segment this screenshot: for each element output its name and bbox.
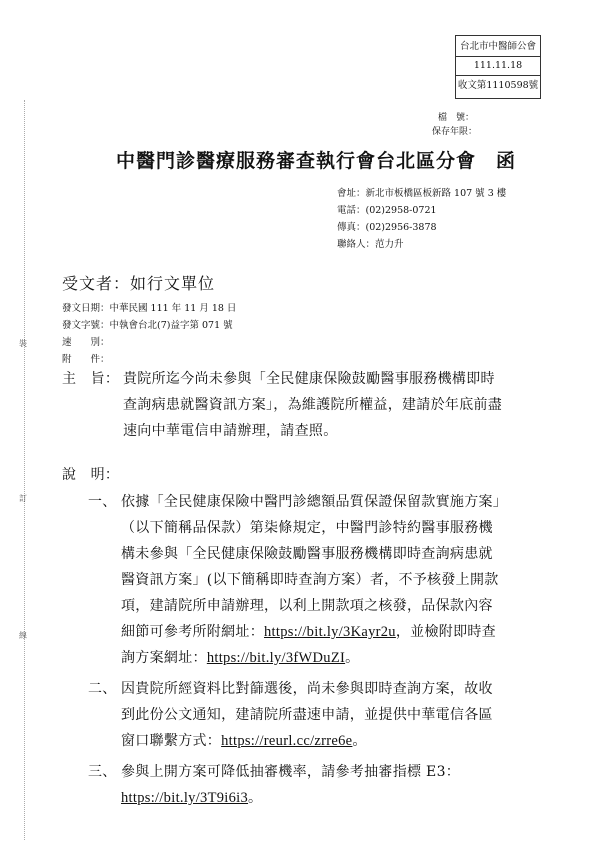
item1-text: 細節可參考所附網址： xyxy=(121,624,264,640)
item2-line: 到此份公文通知，建請院所盡速申請，並提供中華電信各區 xyxy=(121,707,493,723)
item1-text: 詢方案網址： xyxy=(121,650,207,666)
margin-mark-xian: 線 xyxy=(19,631,27,640)
item2-text: 。 xyxy=(352,733,367,749)
binding-line xyxy=(24,100,25,840)
item1-line xyxy=(121,619,496,645)
item-number: 三、 xyxy=(88,764,117,780)
subject-line: 查詢病患就醫資訊方案」，為維護院所權益，建請於年底前盡 xyxy=(123,397,503,413)
subject-line: 速向中華電信申請辦理，請查照。 xyxy=(123,423,338,439)
item-number: 一、 xyxy=(88,494,117,510)
contact-window-link[interactable]: https://reurl.cc/zrre6e xyxy=(221,733,353,749)
item1-text: 。 xyxy=(345,650,360,666)
item1-text: ，並檢附即時查 xyxy=(395,624,496,640)
stamp-org: 台北市中醫師公會 xyxy=(456,38,540,57)
item1-line: （以下簡稱品保款）第柒條規定，中醫門診特約醫事服務機 xyxy=(121,520,493,536)
subject-line: 貴院所迄今尚未參與「全民健康保險鼓勵醫事服務機構即時 xyxy=(123,371,495,387)
issue-speed: 速 別： xyxy=(62,337,110,348)
margin-mark-zhuang: 裝 xyxy=(19,339,27,348)
item2-line: 因貴院所經資料比對篩選後，尚未參與即時查詢方案，故收 xyxy=(121,681,493,697)
item-number: 二、 xyxy=(88,681,117,697)
stamp-date: 111.11.18 xyxy=(456,57,540,76)
issue-date: 發文日期：中華民國 111 年 11 月 18 日 xyxy=(62,303,237,314)
realtime-query-link[interactable]: https://bit.ly/3fWDuZI xyxy=(206,650,346,666)
item3-line xyxy=(121,785,262,811)
item2-text: 窗口聯繫方式： xyxy=(121,733,222,749)
explanation-label: 說 明： xyxy=(62,467,120,483)
contact-fax: 傳真：(02)2956-3878 xyxy=(337,222,437,233)
item1-line: 構未參與「全民健康保險鼓勵醫事服務機構即時查詢病患就 xyxy=(121,546,493,562)
recipient: 受文者：如行文單位 xyxy=(62,274,216,293)
item1-line: 依據「全民健康保險中醫門診總額品質保證保留款實施方案」 xyxy=(121,494,508,510)
subject-label: 主 旨： xyxy=(62,371,120,387)
item2-line xyxy=(121,728,367,754)
document-title: 中醫門診醫療服務審查執行會台北區分會 函 xyxy=(116,150,517,172)
quality-fund-link[interactable]: https://bit.ly/3Kayr2u xyxy=(264,624,396,640)
item1-line: 項，建請院所申請辦理，以利上開款項之核發，品保款內容 xyxy=(121,598,493,614)
stamp-receipt-no: 收文第1110598號 xyxy=(457,80,539,91)
review-indicator-link[interactable]: https://bit.ly/3T9i6i3 xyxy=(121,790,249,806)
retention-label: 保存年限： xyxy=(432,127,478,137)
issue-number: 發文字號：中執會台北(7)益字第 071 號 xyxy=(62,320,233,331)
file-no-label: 檔 號： xyxy=(438,113,475,123)
contact-phone: 電話：(02)2958-0721 xyxy=(337,205,437,216)
item1-line: 醫資訊方案」(以下簡稱即時查詢方案）者，不予核發上開款 xyxy=(121,572,499,588)
item1-line xyxy=(121,645,359,671)
contact-address: 會址：新北市板橋區板新路 107 號 3 樓 xyxy=(337,188,507,199)
item3-line: 參與上開方案可降低抽審機率，請參考抽審指標 E3： xyxy=(121,764,461,780)
item3-text: 。 xyxy=(248,790,263,806)
margin-mark-ding: 訂 xyxy=(19,494,27,503)
receipt-stamp xyxy=(455,35,541,99)
contact-person: 聯絡人：范力升 xyxy=(337,239,404,250)
issue-attachment: 附 件： xyxy=(62,354,110,365)
